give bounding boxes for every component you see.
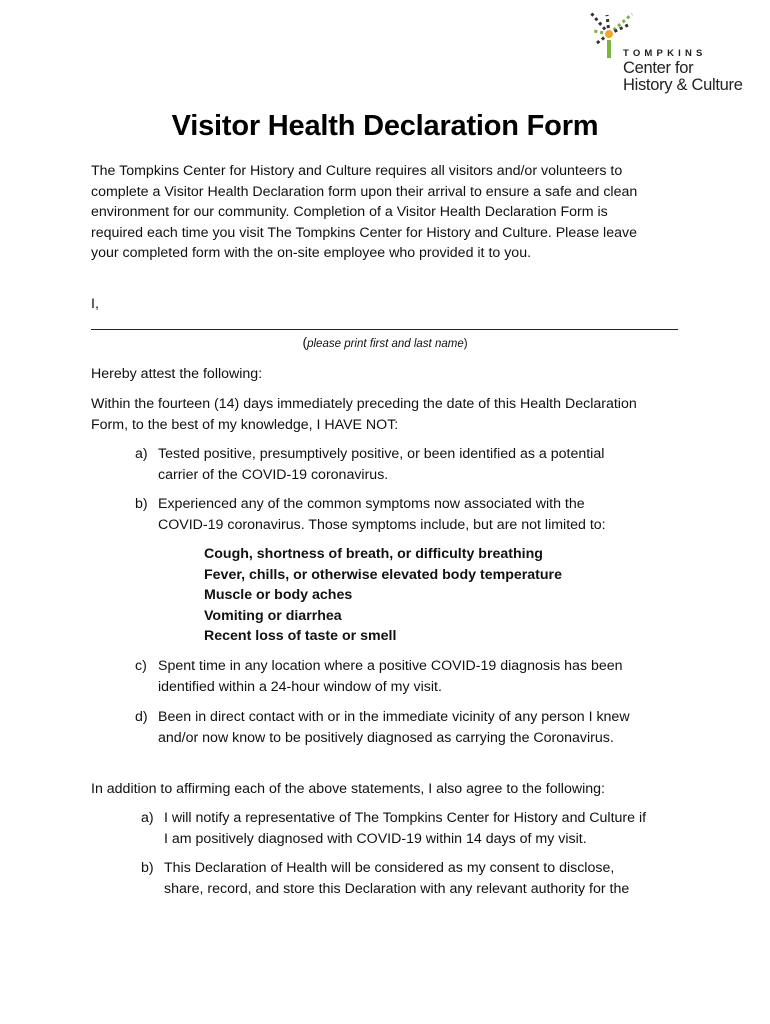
list-item <box>141 808 701 850</box>
intro-line: complete a Visitor Health Declaration form upon their arrival to ensure a safe and clean <box>91 183 638 200</box>
list-item <box>141 858 701 900</box>
within-line: Form, to the best of my knowledge, I HAVE NOT: <box>91 416 399 433</box>
hint-open-paren: ( <box>302 334 308 350</box>
addition-text: In addition to affirming each of the above statements, I also agree to the following: <box>91 781 605 797</box>
intro-line: required each time you visit The Tompkins Center for History and Culture. Please leave <box>91 224 637 241</box>
list-item-line: This Declaration of Health will be considered as my consent to disclose, <box>164 860 615 876</box>
logo-line-2: History & Culture <box>623 76 743 94</box>
list-marker: a) <box>141 810 154 826</box>
list-marker: b) <box>135 496 148 512</box>
list-item-text <box>164 858 629 899</box>
symptom-item: Muscle or body aches <box>204 587 353 603</box>
logo-name <box>623 60 743 94</box>
logo-line-1: Center for <box>623 59 694 77</box>
list-item <box>135 707 695 749</box>
symptom-item: Cough, shortness of breath, or difficulty breathing <box>204 546 543 562</box>
intro-line: The Tompkins Center for History and Culture requires all visitors and/or volunteers to <box>91 163 623 179</box>
list-item <box>135 656 695 698</box>
within-line: Within the fourteen (14) days immediately preceding the date of this Health Declaration <box>91 396 637 412</box>
name-hint <box>0 334 770 350</box>
within-paragraph <box>91 394 691 435</box>
list-item-line: Been in direct contact with or in the immediate vicinity of any person I knew <box>158 709 630 725</box>
list-item <box>135 444 695 486</box>
list-item-text <box>164 808 646 849</box>
symptom-item: Recent loss of taste or smell <box>204 628 397 644</box>
list-item-line: Experienced any of the common symptoms now associated with the <box>158 496 585 512</box>
list-item-line: COVID-19 coronavirus. Those symptoms include, but are not limited to: <box>158 516 606 533</box>
list-marker: d) <box>135 709 148 725</box>
name-label: I, <box>91 296 99 312</box>
list-item-line: carrier of the COVID-19 coronavirus. <box>158 466 389 483</box>
symptom-item: Vomiting or diarrhea <box>204 607 342 624</box>
list-item-text <box>158 494 606 535</box>
hint-close-paren: ) <box>463 338 468 350</box>
list-item-line: Tested positive, presumptively positive, or been identified as a potential <box>158 446 605 462</box>
intro-line: your completed form with the on-site employee who provided it to you. <box>91 245 532 261</box>
list-item-line: and/or now know to be positively diagnosed as carrying the Coronavirus. <box>158 729 614 746</box>
name-field-line[interactable] <box>91 329 678 330</box>
symptom-item: Fever, chills, or otherwise elevated body temperature <box>204 566 562 583</box>
list-item-line: Spent time in any location where a positive COVID-19 diagnosis has been <box>158 658 623 674</box>
list-item-text <box>158 656 623 697</box>
symptom-list <box>204 544 562 647</box>
list-item-line: share, record, and store this Declaration with any relevant authority for the <box>164 880 630 897</box>
list-marker: a) <box>135 446 148 462</box>
list-marker: c) <box>135 658 147 674</box>
tompkins-logo <box>588 10 768 100</box>
list-item-line: I am positively diagnosed with COVID-19 within 14 days of my visit. <box>164 830 587 847</box>
intro-paragraph <box>91 161 691 264</box>
list-item-text <box>158 444 604 485</box>
list-item-line: I will notify a representative of The Tompkins Center for History and Culture if <box>164 810 647 826</box>
list-item-text <box>158 707 630 748</box>
list-item-line: identified within a 24-hour window of my visit. <box>158 678 442 695</box>
list-marker: b) <box>141 860 154 876</box>
logo-small-text: TOMPKINS <box>623 48 707 59</box>
hint-text: please print first and last name <box>307 338 464 350</box>
attest-text: Hereby attest the following: <box>91 366 263 382</box>
list-item <box>135 494 695 536</box>
form-title: Visitor Health Declaration Form <box>171 110 599 142</box>
intro-line: environment for our community. Completion of a Visitor Health Declaration Form is <box>91 204 608 220</box>
